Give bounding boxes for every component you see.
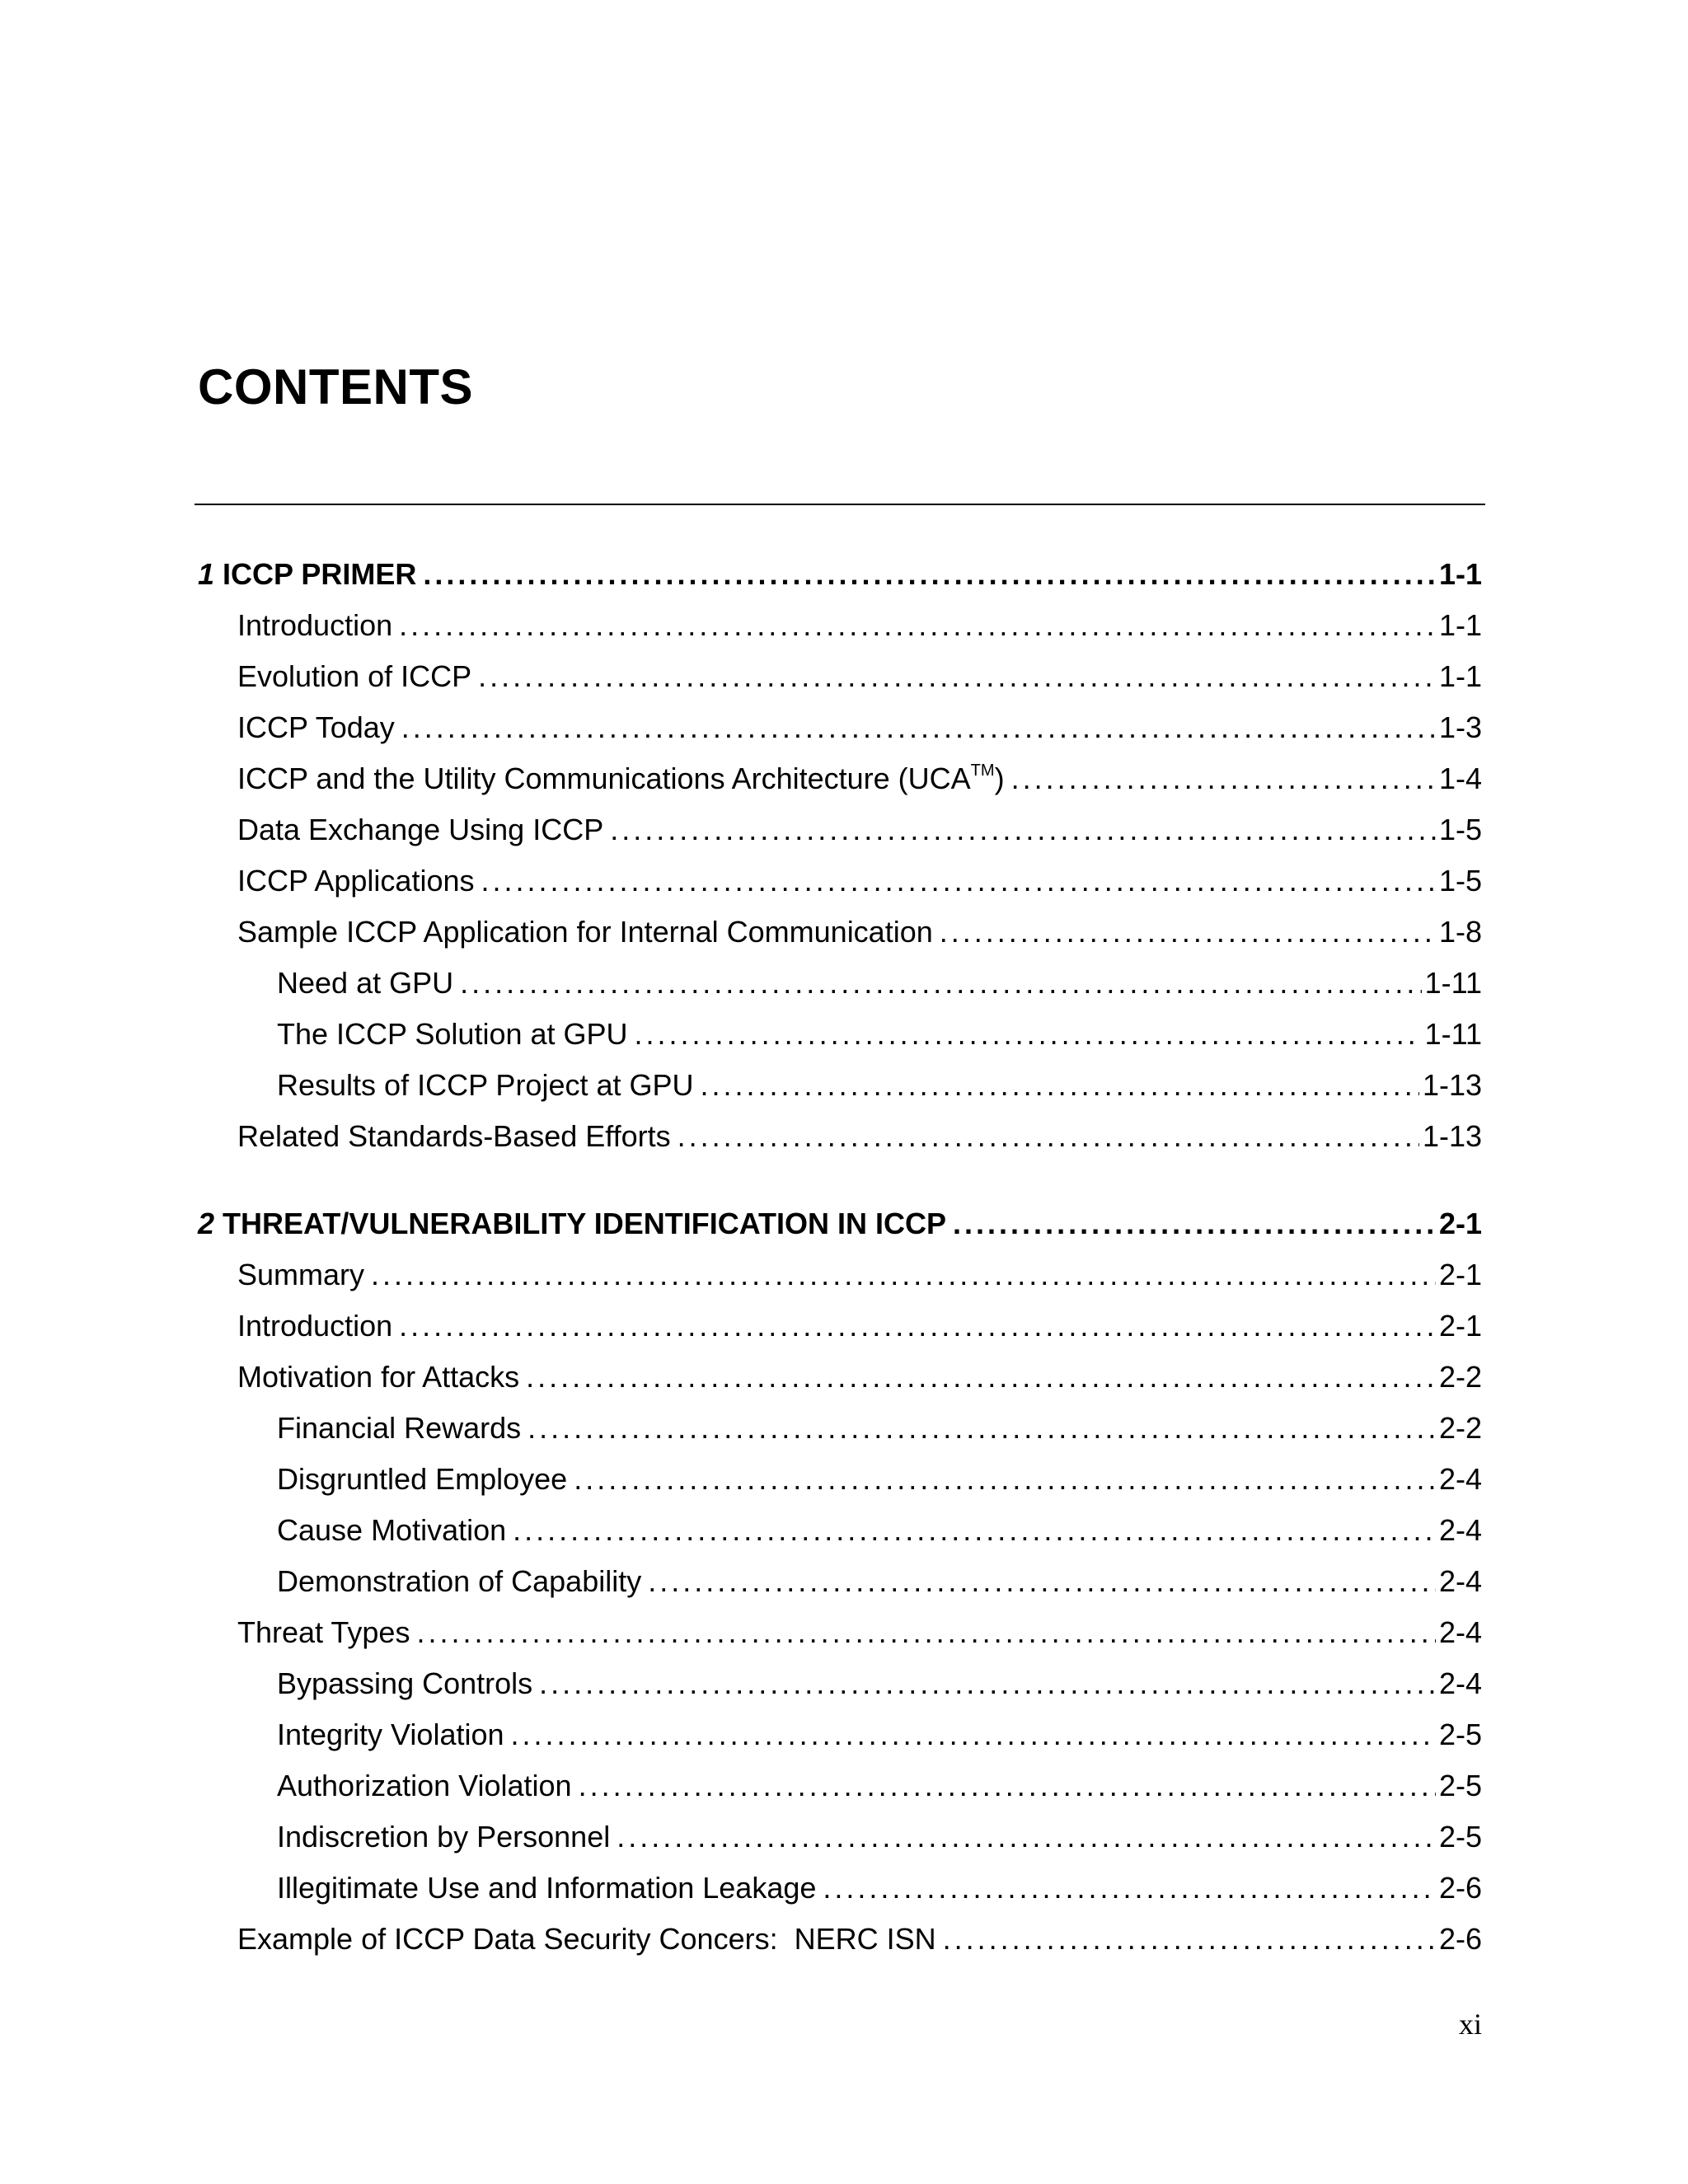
- dot-leader: [610, 810, 1436, 850]
- dot-leader: [648, 1562, 1436, 1601]
- toc-page-number: 1-3: [1438, 710, 1482, 744]
- dot-leader: [574, 1460, 1436, 1499]
- dot-leader: [539, 1664, 1436, 1704]
- dot-leader: [371, 1255, 1436, 1295]
- toc-entry-label: ICCP Today: [237, 710, 395, 744]
- toc-page-number: 2-5: [1438, 1718, 1482, 1751]
- dot-leader: [823, 1868, 1436, 1908]
- toc-entry-sample-iccp-application[interactable]: [198, 912, 1482, 952]
- toc-entry-label: Indiscretion by Personnel: [277, 1820, 611, 1854]
- toc-entry-label: ICCP Applications: [237, 864, 475, 898]
- toc-entry-results-of-iccp-project[interactable]: [198, 1066, 1482, 1105]
- dot-leader: [513, 1511, 1436, 1550]
- dot-leader: [511, 1715, 1436, 1755]
- dot-leader: [401, 708, 1436, 748]
- toc-entry-label: THREAT/VULNERABILITY IDENTIFICATION IN ICCP: [223, 1207, 947, 1240]
- toc-entry-iccp-today[interactable]: [198, 708, 1482, 748]
- toc-page-number: 1-11: [1424, 1017, 1482, 1051]
- title-divider: [195, 504, 1485, 505]
- toc-entry-cause-motivation[interactable]: [198, 1511, 1482, 1550]
- toc-entry-label: Disgruntled Employee: [277, 1462, 568, 1496]
- dot-leader: [528, 1408, 1436, 1448]
- toc-entry-nerc-isn-example[interactable]: [198, 1919, 1482, 1959]
- toc-page-number: 1-8: [1438, 915, 1482, 949]
- toc-entry-label: Demonstration of Capability: [277, 1564, 642, 1598]
- dot-leader: [399, 606, 1436, 645]
- toc-chapter-2[interactable]: [198, 1204, 1482, 1244]
- dot-leader: [423, 555, 1436, 594]
- toc-page-number: 1-1: [1438, 659, 1482, 693]
- toc-page-number: 1-5: [1438, 864, 1482, 898]
- dot-leader: [701, 1066, 1419, 1105]
- toc-entry-iccp-applications[interactable]: [198, 861, 1482, 901]
- toc-entry-iccp-and-uca[interactable]: [198, 759, 1482, 799]
- toc-page-number: 2-1: [1438, 1207, 1482, 1240]
- page-title: CONTENTS: [198, 359, 473, 415]
- toc-page-number: 2-2: [1438, 1360, 1482, 1394]
- toc-entry-label: Sample ICCP Application for Internal Communication: [237, 915, 933, 949]
- toc-entry-label-end: ): [994, 762, 1005, 795]
- toc-page-number: 1-1: [1438, 557, 1482, 591]
- toc-entry-label: Cause Motivation: [277, 1513, 507, 1547]
- toc-chapter-1[interactable]: [198, 555, 1482, 594]
- toc-entry-summary[interactable]: [198, 1255, 1482, 1295]
- chapter-number: 1: [198, 557, 215, 591]
- toc-entry-disgruntled-employee[interactable]: [198, 1460, 1482, 1499]
- toc-entry-illegitimate-use[interactable]: [198, 1868, 1482, 1908]
- toc-entry-label: Example of ICCP Data Security Concers: NERC ISN: [237, 1922, 936, 1956]
- toc-entry-label: Evolution of ICCP: [237, 659, 472, 693]
- toc-entry-label: ICCP PRIMER: [223, 557, 417, 591]
- toc-entry-motivation-for-attacks[interactable]: [198, 1357, 1482, 1397]
- toc-page-number: 1-13: [1422, 1119, 1482, 1153]
- dot-leader: [617, 1817, 1436, 1857]
- toc-entry-label: Illegitimate Use and Information Leakage: [277, 1871, 817, 1905]
- dot-leader: [943, 1919, 1436, 1959]
- toc-entry-need-at-gpu[interactable]: [198, 963, 1482, 1003]
- toc-page-number: 1-13: [1422, 1068, 1482, 1102]
- trademark-superscript: TM: [970, 762, 995, 780]
- toc-page-number: 1-5: [1438, 813, 1482, 846]
- dot-leader: [460, 963, 1422, 1003]
- toc-entry-threat-types[interactable]: [198, 1613, 1482, 1652]
- toc-page-number: 2-2: [1438, 1411, 1482, 1445]
- dot-leader: [481, 861, 1436, 901]
- toc-page-number: 1-4: [1438, 762, 1482, 795]
- toc-entry-label: Financial Rewards: [277, 1411, 522, 1445]
- dot-leader: [526, 1357, 1436, 1397]
- toc-entry-label: Introduction: [237, 1309, 393, 1343]
- toc-page-number: 2-4: [1438, 1513, 1482, 1547]
- toc-entry-label: Need at GPU: [277, 966, 454, 1000]
- toc-entry-label: Results of ICCP Project at GPU: [277, 1068, 694, 1102]
- toc-page-number: 2-5: [1438, 1769, 1482, 1802]
- toc-entry-label: Related Standards-Based Efforts: [237, 1119, 671, 1153]
- toc-entry-introduction[interactable]: [198, 606, 1482, 645]
- dot-leader: [416, 1613, 1436, 1652]
- toc-page-number: 2-6: [1438, 1871, 1482, 1905]
- dot-leader: [399, 1306, 1436, 1346]
- toc-page-number: 1-1: [1438, 608, 1482, 642]
- toc-entry-label: Threat Types: [237, 1615, 410, 1649]
- toc-page-number: 1-11: [1424, 966, 1482, 1000]
- toc-entry-data-exchange[interactable]: [198, 810, 1482, 850]
- toc-entry-demonstration-of-capability[interactable]: [198, 1562, 1482, 1601]
- toc-entry-label: Summary: [237, 1258, 365, 1291]
- toc-entry-label: Bypassing Controls: [277, 1666, 533, 1700]
- toc-page-number: 2-1: [1438, 1258, 1482, 1291]
- toc-page-number: 2-1: [1438, 1309, 1482, 1343]
- toc-entry-related-standards[interactable]: [198, 1117, 1482, 1156]
- toc-entry-integrity-violation[interactable]: [198, 1715, 1482, 1755]
- toc-entry-iccp-solution-at-gpu[interactable]: [198, 1015, 1482, 1054]
- dot-leader: [478, 657, 1436, 696]
- toc-entry-authorization-violation[interactable]: [198, 1766, 1482, 1806]
- toc-entry-financial-rewards[interactable]: [198, 1408, 1482, 1448]
- page-number: xi: [1458, 2008, 1482, 2041]
- toc-page-number: 2-4: [1438, 1666, 1482, 1700]
- toc-entry-label: Integrity Violation: [277, 1718, 504, 1751]
- toc-entry-label: Data Exchange Using ICCP: [237, 813, 604, 846]
- toc-entry-introduction-2[interactable]: [198, 1306, 1482, 1346]
- toc-entry-label: Introduction: [237, 608, 393, 642]
- toc-page-number: 2-6: [1438, 1922, 1482, 1956]
- dot-leader: [635, 1015, 1422, 1054]
- toc-entry-bypassing-controls[interactable]: [198, 1664, 1482, 1704]
- toc-entry-label: Authorization Violation: [277, 1769, 572, 1802]
- toc-entry-label: The ICCP Solution at GPU: [277, 1017, 628, 1051]
- toc-entry-indiscretion-by-personnel[interactable]: [198, 1817, 1482, 1857]
- chapter-number: 2: [198, 1207, 215, 1240]
- toc-page-number: 2-4: [1438, 1564, 1482, 1598]
- toc-page-number: 2-4: [1438, 1462, 1482, 1496]
- toc-entry-label: Motivation for Attacks: [237, 1360, 520, 1394]
- toc-entry-evolution-of-iccp[interactable]: [198, 657, 1482, 696]
- dot-leader: [678, 1117, 1419, 1156]
- toc-page-number: 2-5: [1438, 1820, 1482, 1854]
- dot-leader: [1011, 759, 1436, 799]
- toc-page-number: 2-4: [1438, 1615, 1482, 1649]
- toc-entry-label-text: ICCP and the Utility Communications Architecture (UCA: [237, 762, 971, 795]
- dot-leader: [953, 1204, 1436, 1244]
- toc-entry-label: [237, 759, 1005, 799]
- dot-leader: [940, 912, 1436, 952]
- dot-leader: [579, 1766, 1436, 1806]
